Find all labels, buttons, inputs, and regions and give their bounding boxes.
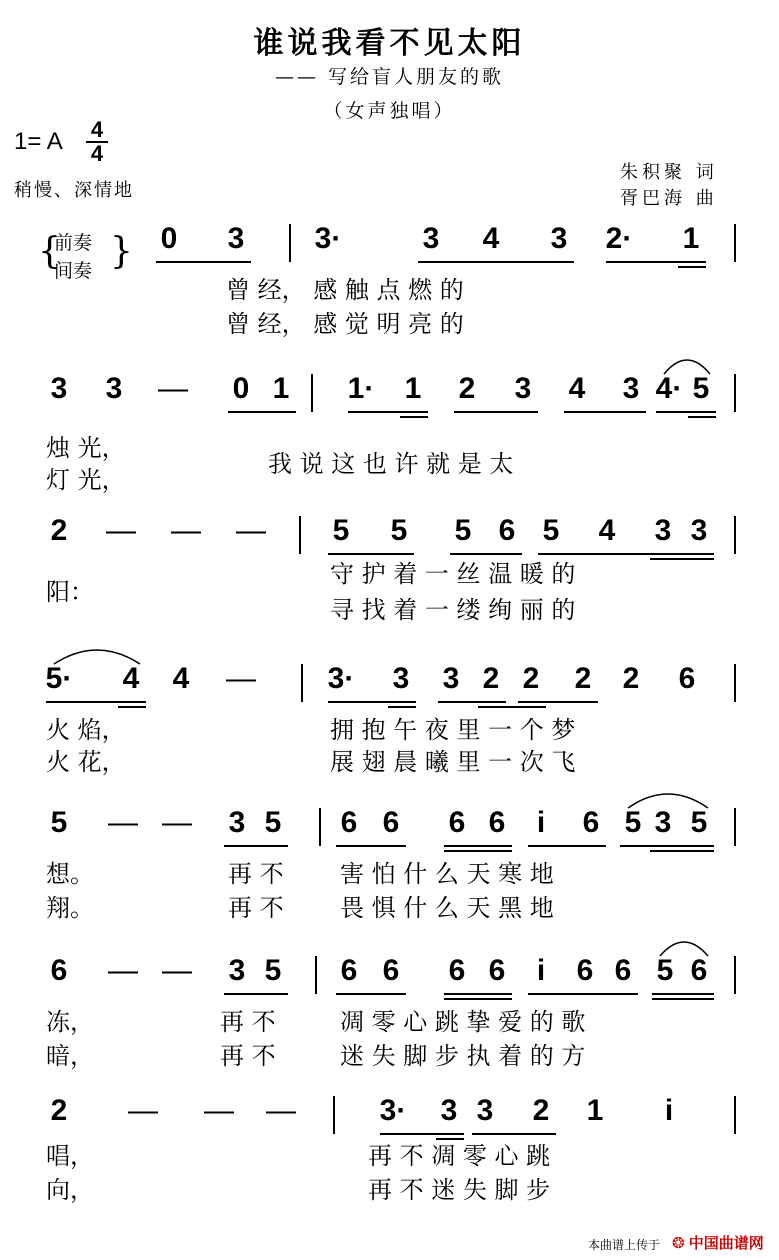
lyric-line: 灯 光，	[46, 466, 126, 494]
note: 4	[598, 514, 616, 547]
note: 5	[542, 514, 560, 547]
note: 4	[122, 662, 140, 695]
note: 6	[498, 514, 516, 547]
lyric-line: 迷 失 脚 步 执 着 的 方	[340, 1042, 586, 1070]
note: 3·	[314, 222, 342, 255]
dash-note: —	[106, 514, 136, 547]
note: 5	[264, 954, 282, 987]
note: 5	[656, 954, 674, 987]
note: 5	[624, 806, 642, 839]
note: 2	[574, 662, 592, 695]
note: 1	[272, 372, 290, 405]
note: 1	[682, 222, 700, 255]
note: 3·	[379, 1094, 407, 1127]
lyric-line: 展 翅 晨 曦 里 一 次 飞	[330, 748, 576, 776]
lyric-line: 火 焰，	[46, 716, 126, 744]
lyricist-credit: 朱积聚 词	[620, 162, 718, 183]
lyric-line: 火 花，	[46, 748, 126, 776]
note: 3	[105, 372, 123, 405]
logo-icon: ❂	[672, 1235, 685, 1252]
note: 3	[550, 222, 568, 255]
lyric-line: 暗，	[46, 1042, 94, 1070]
dash-note: —	[162, 954, 192, 987]
lyric-line: 烛 光，	[46, 434, 126, 462]
note: 2	[50, 1094, 68, 1127]
note: 5	[454, 514, 472, 547]
lyric-line: 再 不	[228, 894, 284, 922]
note: 3	[514, 372, 532, 405]
note: 6	[448, 954, 466, 987]
note: 3·	[327, 662, 355, 695]
tempo-marking: 稍慢、深情地	[14, 180, 134, 201]
note: 6	[582, 806, 600, 839]
note: 6	[488, 806, 506, 839]
barlines	[290, 224, 735, 1134]
note: 1·	[347, 372, 375, 405]
note: 3	[50, 372, 68, 405]
key-label: 1= A	[14, 128, 63, 155]
note: i	[664, 1094, 674, 1127]
dash-note: —	[171, 514, 201, 547]
lyric-line: 凋 零 心 跳 挚 爱 的 歌	[340, 1008, 586, 1036]
dash-note: —	[236, 514, 266, 547]
lyric-line: 寻 找 着 一 缕 绚 丽 的	[330, 596, 576, 624]
prelude-label: 前奏	[54, 232, 93, 254]
note: 2	[522, 662, 540, 695]
note: 3	[422, 222, 440, 255]
note: 5	[50, 806, 68, 839]
note: 5	[390, 514, 408, 547]
note: 4	[172, 662, 190, 695]
lyric-line: 阳：	[46, 578, 94, 606]
lyric-line: 害 怕 什 么 天 寒 地	[340, 860, 554, 888]
note: 3	[392, 662, 410, 695]
song-title: 谁说我看不见太阳	[253, 26, 526, 61]
note: 3	[622, 372, 640, 405]
lyric-line: 我 说 这 也 许 就 是 太	[268, 450, 514, 478]
lyric-line: 冻，	[46, 1008, 94, 1036]
note: 2	[50, 514, 68, 547]
note: 4	[568, 372, 586, 405]
dash-note: —	[158, 372, 188, 405]
dash-note: —	[128, 1094, 158, 1127]
dash-note: —	[108, 954, 138, 987]
note: 3	[476, 1094, 494, 1127]
note: 2	[532, 1094, 550, 1127]
note: 5	[690, 806, 708, 839]
note: 6	[448, 806, 466, 839]
interlude-label: 间奏	[54, 260, 93, 282]
lyric-line: 向，	[46, 1176, 94, 1204]
time-top: 4	[90, 117, 104, 142]
dash-note: —	[266, 1094, 296, 1127]
note: 3	[228, 806, 246, 839]
note: 6	[488, 954, 506, 987]
left-brace: {	[38, 231, 61, 272]
lyric-line: 唱，	[46, 1142, 94, 1170]
note: 5	[332, 514, 350, 547]
note: 0	[232, 372, 250, 405]
note: 3	[690, 514, 708, 547]
note: 6	[50, 954, 68, 987]
lyric-line: 拥 抱 午 夜 里 一 个 梦	[330, 716, 576, 744]
note: 4·	[655, 372, 683, 405]
site-name: 中国曲谱网	[688, 1235, 764, 1252]
lyric-line: 曾 经， 感 触 点 燃 的	[226, 276, 464, 304]
note: 6	[678, 662, 696, 695]
composer-credit: 胥巴海 曲	[620, 188, 718, 209]
lyric-line: 再 不 凋 零 心 跳	[368, 1142, 551, 1170]
note: 6	[690, 954, 708, 987]
right-brace: }	[110, 231, 133, 272]
note: i	[536, 806, 546, 839]
dash-note: —	[108, 806, 138, 839]
lyric-line: 再 不	[228, 860, 284, 888]
dash-note: —	[162, 806, 192, 839]
note: 3	[440, 1094, 458, 1127]
lyric-line: 想。	[46, 860, 94, 888]
note: 3	[442, 662, 460, 695]
note: 2	[458, 372, 476, 405]
note: 6	[382, 954, 400, 987]
performance-type: （女声独唱）	[323, 100, 456, 122]
note: 3	[227, 222, 245, 255]
note: 4	[482, 222, 500, 255]
note: 6	[382, 806, 400, 839]
note: 2·	[605, 222, 633, 255]
time-bottom: 4	[90, 141, 104, 166]
note: 0	[160, 222, 178, 255]
upload-note: 本曲谱上传于	[588, 1238, 661, 1252]
note: 3	[654, 806, 672, 839]
note: 5	[264, 806, 282, 839]
lyric-line: 再 不 迷 失 脚 步	[368, 1176, 551, 1204]
song-subtitle: —— 写给盲人朋友的歌	[274, 66, 505, 88]
lyric-line: 再 不	[220, 1008, 276, 1036]
note: 6	[614, 954, 632, 987]
lyric-line: 曾 经， 感 觉 明 亮 的	[226, 310, 464, 338]
note: 5	[692, 372, 710, 405]
note: 2	[622, 662, 640, 695]
note: 3	[228, 954, 246, 987]
lyric-line: 畏 惧 什 么 天 黑 地	[340, 894, 554, 922]
note: 6	[576, 954, 594, 987]
lyric-line: 翔。	[46, 894, 94, 922]
note: i	[536, 954, 546, 987]
site-logo	[672, 1232, 764, 1253]
dash-note: —	[204, 1094, 234, 1127]
lyric-line: 再 不	[220, 1042, 276, 1070]
lyric-line: 守 护 着 一 丝 温 暖 的	[330, 560, 576, 588]
note: 5·	[45, 662, 73, 695]
note: 1	[586, 1094, 604, 1127]
note: 3	[654, 514, 672, 547]
note: 2	[482, 662, 500, 695]
note: 6	[340, 806, 358, 839]
note: 1	[404, 372, 422, 405]
note: 6	[340, 954, 358, 987]
dash-note: —	[226, 662, 256, 695]
